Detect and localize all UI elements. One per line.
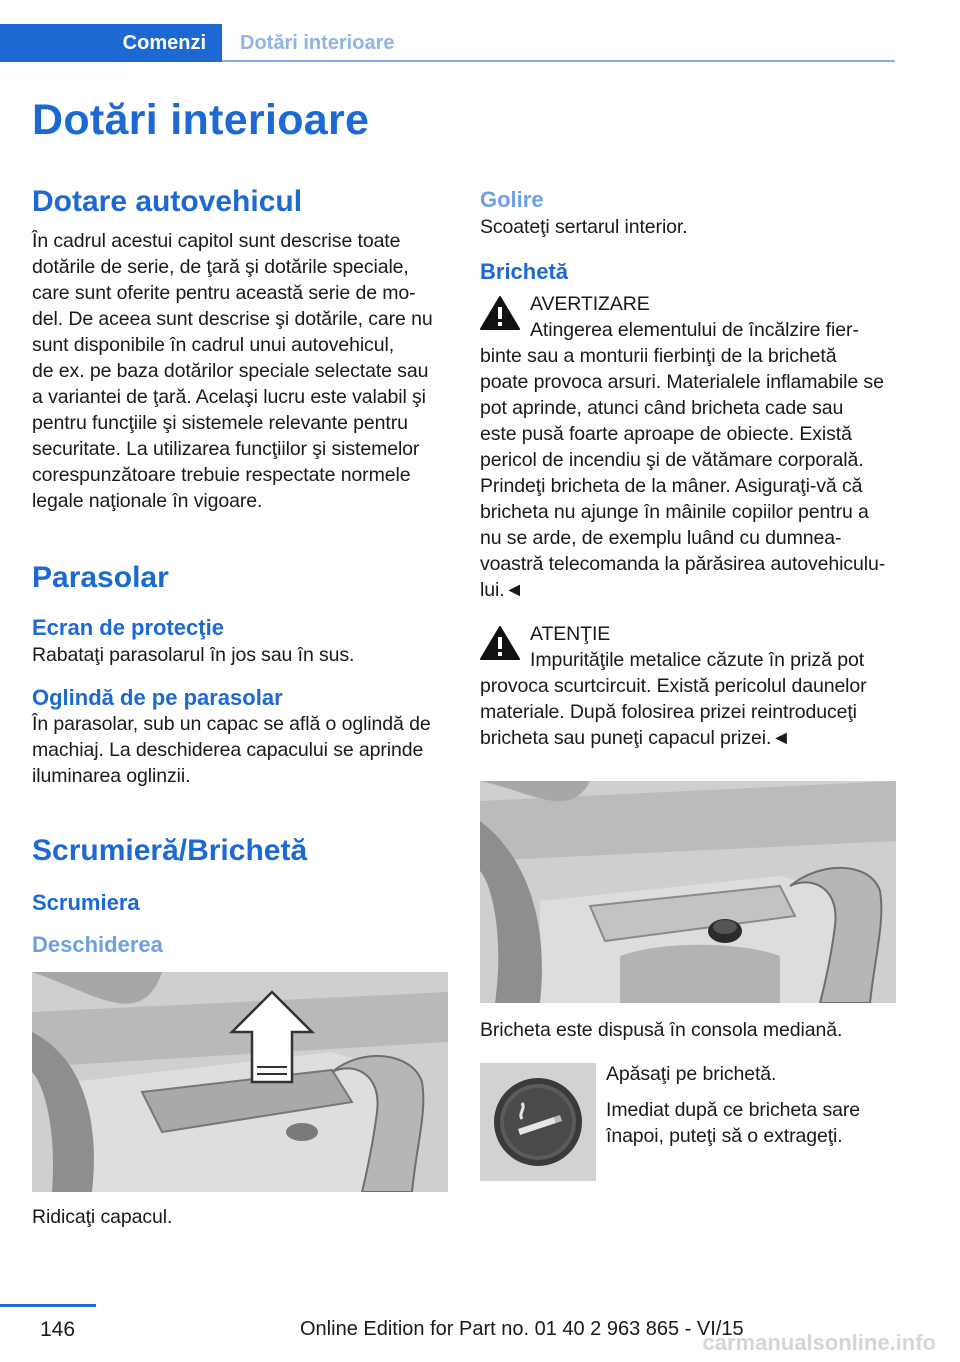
text-line: Imediat după ce bricheta sare <box>606 1099 860 1121</box>
text-line: del. De aceea sunt descrise şi dotările, care nu <box>32 308 433 330</box>
text-line: pentru funcţiile şi sistemele relevante pentru <box>32 412 408 434</box>
subsection-title-deschiderea: Deschiderea <box>32 931 163 957</box>
warning-heading: ATENŢIE <box>530 623 611 645</box>
tab-dotari-interioare[interactable] <box>240 24 394 62</box>
section-title-scrumiera-bricheta: Scrumieră/Brichetă <box>32 834 308 867</box>
text-line: poate provoca arsuri. Materialele inflamabile se <box>480 371 884 393</box>
text-line: lui.◄ <box>480 579 524 601</box>
step-press: Apăsaţi pe brichetă. <box>606 1063 777 1085</box>
text-line: iluminarea oglinzii. <box>32 765 191 787</box>
right-column <box>480 186 896 1193</box>
text-line: nu se arde, de exemplu luând cu dumnea- <box>480 527 842 549</box>
text-line: Rabataţi parasolarul în jos sau în sus. <box>32 643 355 666</box>
text-line: binte sau a monturii fierbinţi de la brichetă <box>480 345 837 367</box>
text-line: bricheta sau puneţi capacul prizei.◄ <box>480 727 791 749</box>
text-line: este pusă foarte aproape de obiecte. Există <box>480 423 852 445</box>
text-line: voastră telecomanda la părăsirea autovehiculu- <box>480 553 886 575</box>
photo-caption-right: Bricheta este dispusă în consola mediană. <box>480 1019 843 1041</box>
ashtray-open-photo <box>32 972 448 1192</box>
section-title-dotare: Dotare autovehicul <box>32 185 303 218</box>
text-line: În cadrul acestui capitol sunt descrise toate <box>32 230 401 252</box>
text-line: dotările de serie, de ţară şi dotările speciale, <box>32 256 409 278</box>
subsection-title-oglinda: Oglindă de pe parasolar <box>32 684 283 710</box>
footer-rule <box>0 1304 96 1307</box>
warning-block-avertizare <box>480 291 896 603</box>
tab-comenzi[interactable] <box>0 24 222 62</box>
text-line: de ex. pe baza dotărilor speciale selectate sau <box>32 360 429 382</box>
text-line: a variantei de ţară. Acelaşi lucru este valabil şi <box>32 386 426 408</box>
text-line: materiale. După folosirea prizei reintroduceţi <box>480 701 857 723</box>
tab-dotari-label: Dotări interioare <box>240 31 395 54</box>
subsection-title-scrumiera: Scrumiera <box>32 890 140 915</box>
warning-triangle-icon <box>480 295 520 331</box>
lighter-button-icon <box>480 1063 596 1181</box>
text-line: corespunzătoare trebuie respectate normele <box>32 464 411 486</box>
subsection-title-bricheta: Brichetă <box>480 258 569 284</box>
subsection-title-golire: Golire <box>480 187 544 212</box>
warning-triangle-icon <box>480 625 520 661</box>
text-line: Impurităţile metalice căzute în priză pot <box>530 649 865 671</box>
page-title: Dotări interioare <box>32 96 370 144</box>
text-line: pot aprinde, atunci când bricheta cade sau <box>480 397 844 419</box>
warning-block-atentie <box>480 621 896 751</box>
edition-note: Online Edition for Part no. 01 40 2 963 865 - VI/15 <box>300 1318 744 1340</box>
subsection-title-ecran: Ecran de protecţie <box>32 615 224 640</box>
warning-heading: AVERTIZARE <box>530 293 650 315</box>
text-line: înapoi, puteţi să o extrageţi. <box>606 1125 843 1147</box>
text-line: care sunt oferite pentru această serie de mo- <box>32 282 416 304</box>
text-line: securitate. La utilizarea funcţiilor şi sistemelor <box>32 438 420 460</box>
text-line: bricheta nu ajunge în mâinile copiilor pentru a <box>480 501 869 523</box>
text-line: pericol de incendiu şi de vătămare corporală. <box>480 449 864 471</box>
photo-caption-left: Ridicaţi capacul. <box>32 1206 173 1228</box>
header-tabs <box>0 24 895 62</box>
watermark: carmanualsonline.info <box>702 1330 936 1355</box>
header-rule <box>222 60 895 62</box>
lighter-steps <box>606 1061 896 1149</box>
text-line: provoca scurtcircuit. Există pericolul daunelor <box>480 675 867 697</box>
text-line: Prindeţi bricheta de la mâner. Asiguraţi-vă că <box>480 475 863 497</box>
text-line: Atingerea elementului de încălzire fier- <box>530 319 859 341</box>
text-line: machiaj. La deschiderea capacului se aprinde <box>32 739 424 761</box>
tab-comenzi-label: Comenzi <box>122 31 206 54</box>
left-column <box>32 184 450 1230</box>
lighter-step-block <box>480 1063 896 1193</box>
section-title-parasolar: Parasolar <box>32 561 169 594</box>
text-line: sunt disponibile în cadrul unui autovehicul, <box>32 334 395 356</box>
page-number: 146 <box>40 1318 76 1341</box>
lighter-console-photo <box>480 781 896 1003</box>
text-line: legale naţionale în vigoare. <box>32 490 263 512</box>
text-line: Scoateţi sertarul interior. <box>480 215 688 238</box>
text-line: În parasolar, sub un capac se află o oglindă de <box>32 713 431 735</box>
section-dotare-text <box>32 228 450 514</box>
